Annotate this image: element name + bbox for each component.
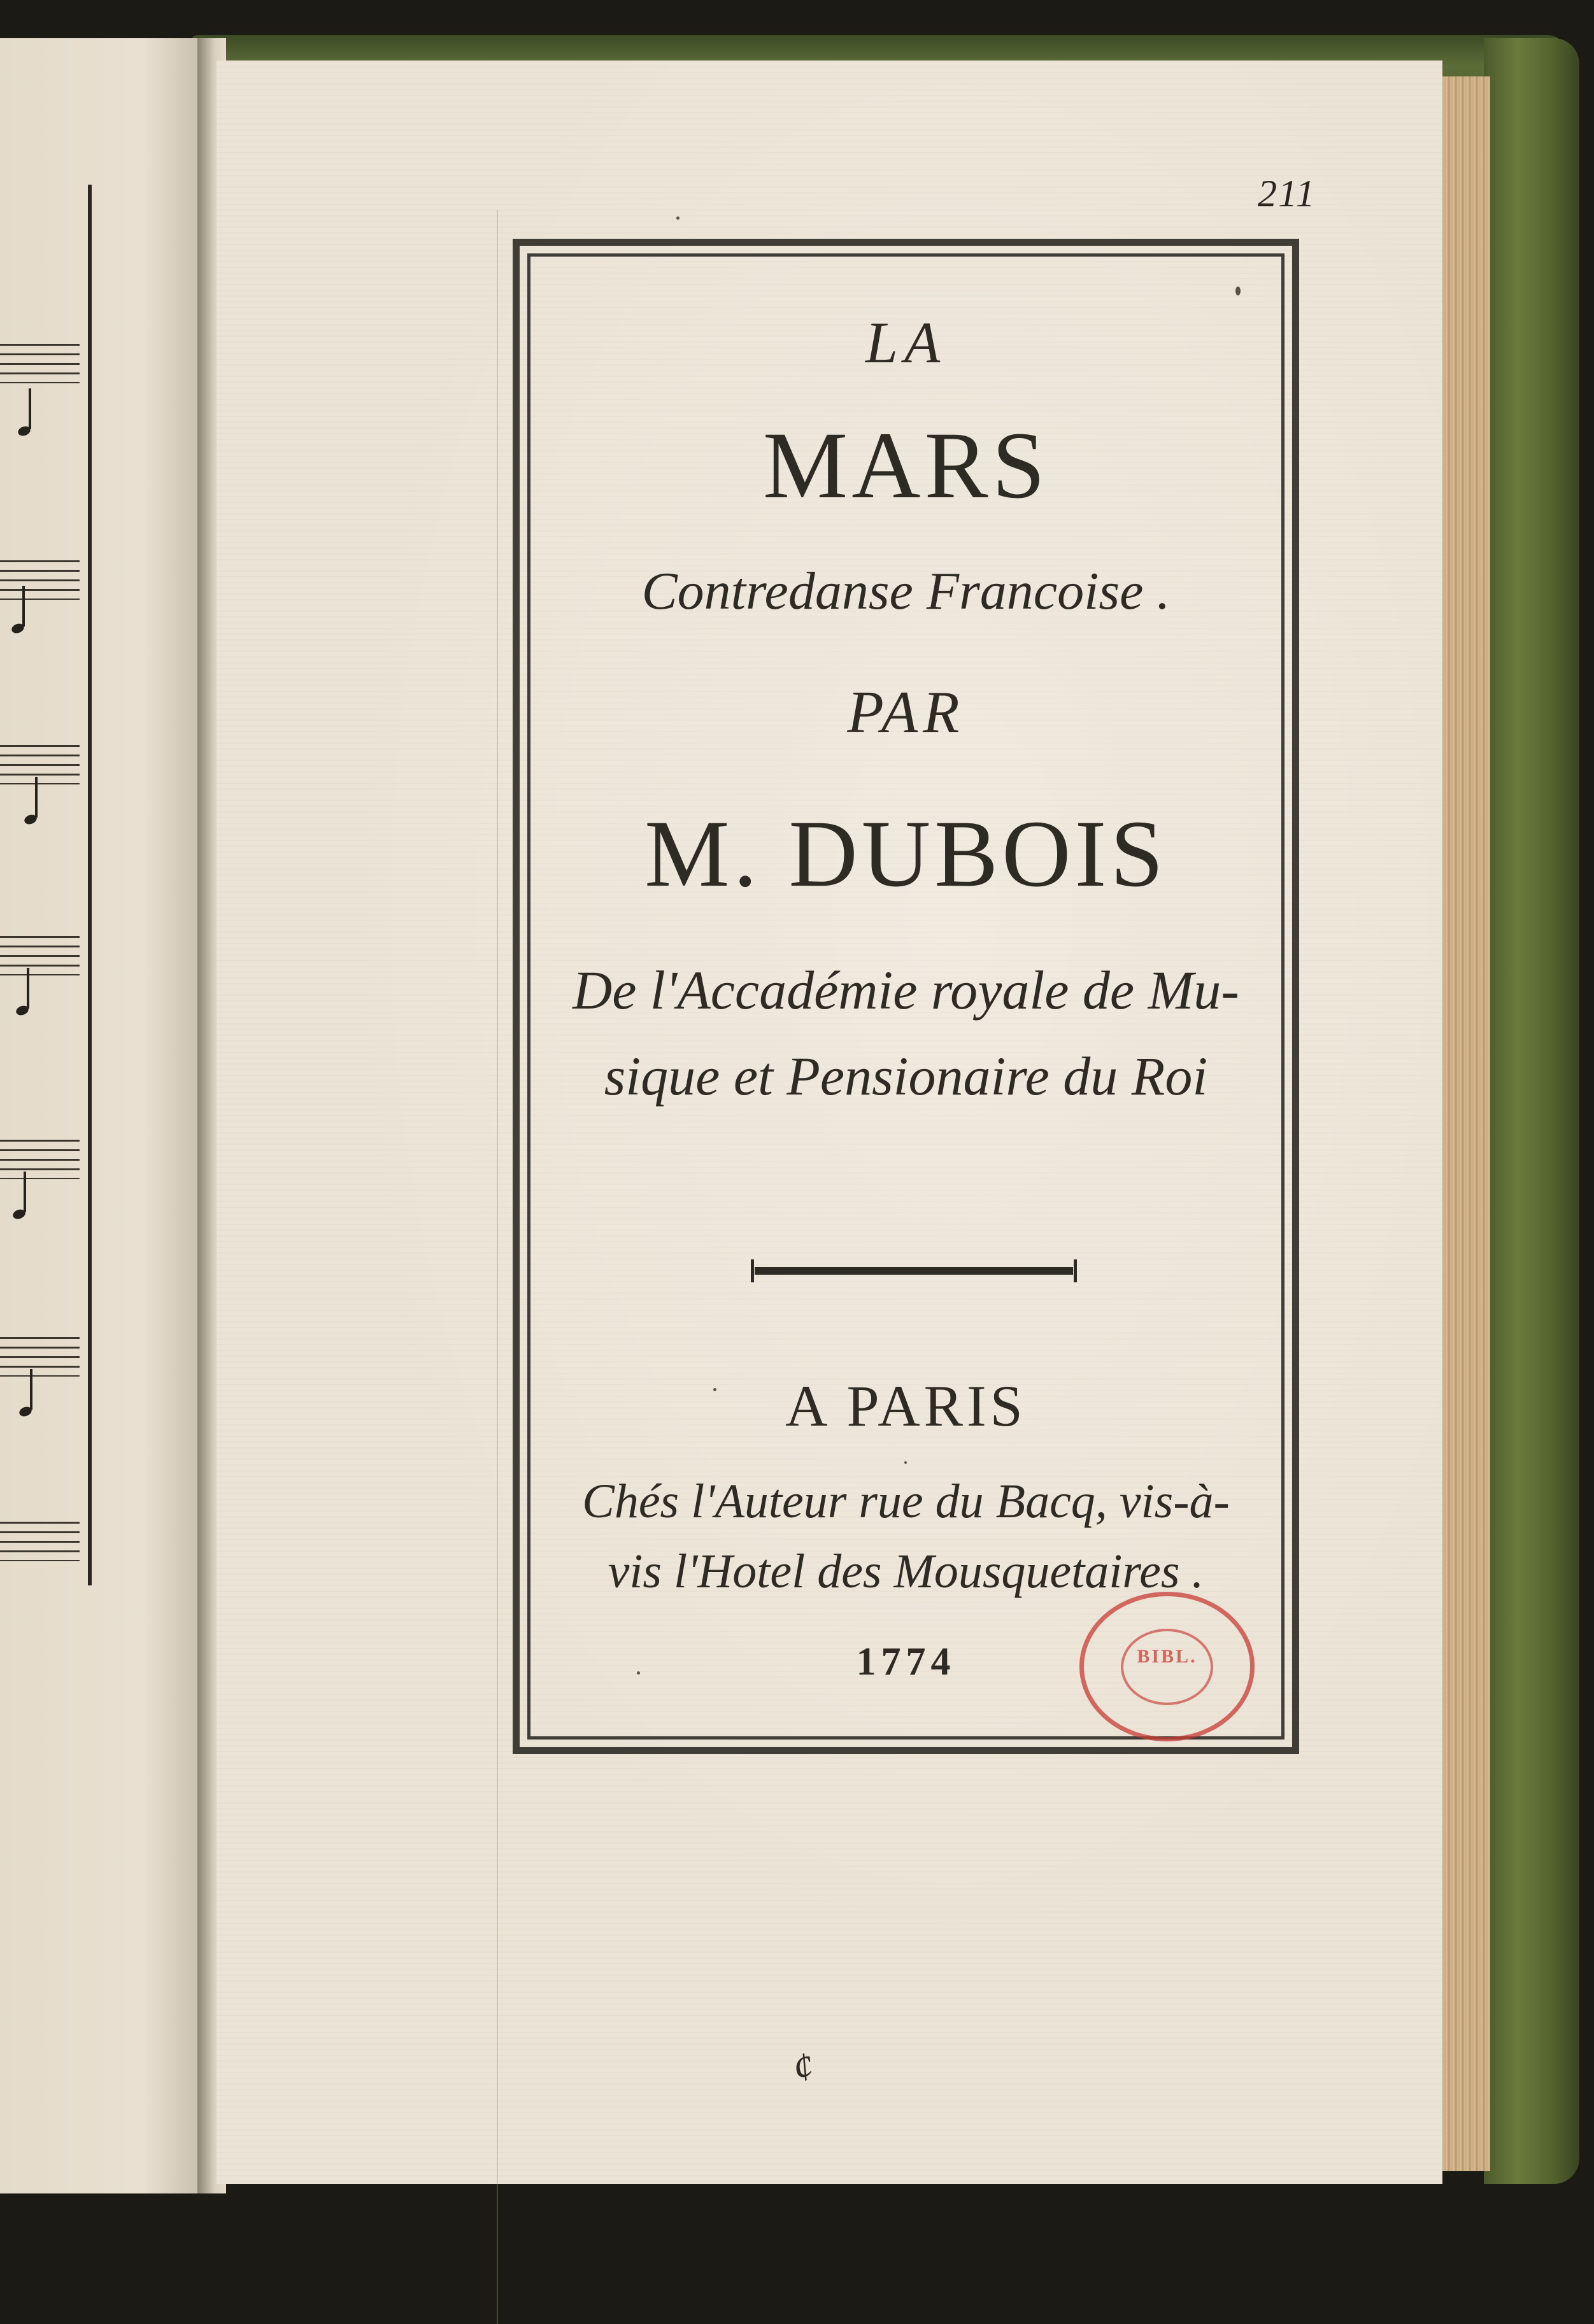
title-subtitle: Contredanse Francoise .	[641, 562, 1171, 621]
library-stamp-text: BIBL.	[1137, 1646, 1197, 1667]
note	[24, 1172, 26, 1212]
imprint-year: 1774	[856, 1640, 956, 1683]
music-score-fragment	[0, 185, 92, 1585]
imprint-publisher-line-2: vis l'Hotel des Mousquetaires .	[608, 1545, 1204, 1598]
author-affiliation-line-1: De l'Accadémie royale de Mu-	[573, 960, 1239, 1021]
title-main: MARS	[762, 413, 1050, 518]
speck	[713, 1388, 716, 1391]
author-affiliation-line-2: sique et Pensionaire du Roi	[604, 1045, 1208, 1107]
note	[27, 968, 29, 1009]
imprint-publisher-line-1: Chés l'Auteur rue du Bacq, vis-à-	[582, 1475, 1230, 1528]
speck	[637, 1671, 640, 1675]
note	[30, 1369, 32, 1410]
speck	[676, 216, 680, 220]
staff-line-group	[0, 745, 80, 784]
note	[35, 777, 38, 818]
staff-line-group	[0, 936, 80, 975]
staff-line-group	[0, 344, 80, 383]
book-cover-spine-right	[1484, 38, 1579, 2184]
decorative-rule	[755, 1267, 1073, 1275]
note	[29, 388, 31, 429]
bottom-ink-mark: ¢	[787, 2043, 819, 2092]
title-by: PAR	[847, 679, 965, 746]
speck	[1235, 287, 1241, 295]
staff-line-group	[0, 1140, 80, 1179]
staff-line-group	[0, 560, 80, 600]
imprint-city: A PARIS	[785, 1373, 1027, 1438]
title-article: LA	[865, 310, 947, 375]
author-name: M. DUBOIS	[644, 801, 1167, 907]
staff-line-group	[0, 1522, 80, 1561]
folio-number: 211	[1258, 173, 1316, 215]
speck	[904, 1461, 907, 1464]
staff-line-group	[0, 1337, 80, 1377]
note	[22, 586, 25, 627]
